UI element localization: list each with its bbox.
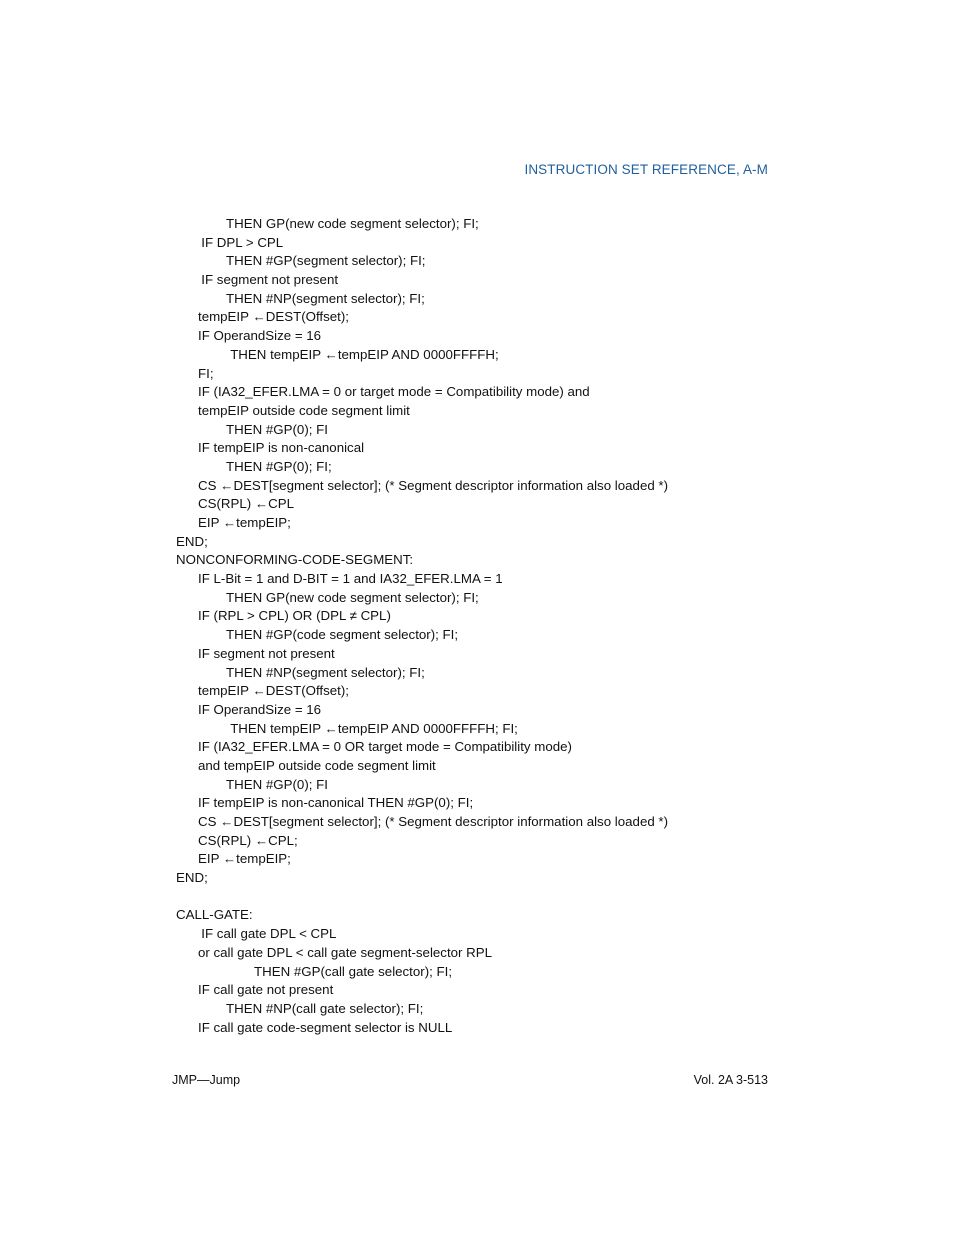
running-header: INSTRUCTION SET REFERENCE, A-M (524, 162, 768, 177)
code-line (0, 888, 954, 907)
code-line: THEN #GP(call gate selector); FI; (254, 963, 453, 979)
code-line: IF call gate code-segment selector is NULL (198, 1019, 453, 1035)
code-line: THEN #GP(0); FI (226, 421, 328, 437)
code-line: IF OperandSize = 16 (198, 701, 322, 717)
code-line: or call gate DPL < call gate segment-selector RPL (198, 944, 493, 960)
code-line: THEN GP(new code segment selector); FI; (226, 589, 479, 605)
code-line: IF call gate DPL < CPL (201, 926, 337, 942)
code-line: IF OperandSize = 16 (198, 328, 322, 344)
code-line: THEN #NP(call gate selector); FI; (226, 1000, 424, 1016)
code-line: THEN #GP(segment selector); FI; (226, 253, 426, 269)
code-line: NONCONFORMING-CODE-SEGMENT: (176, 552, 414, 568)
code-line: THEN tempEIP ←tempEIP AND 0000FFFFH; FI; (230, 720, 518, 736)
code-line: IF L-Bit = 1 and D-BIT = 1 and IA32_EFER.LMA = 1 (198, 571, 503, 587)
code-line: CALL-GATE: (176, 907, 253, 923)
code-line: THEN tempEIP ←tempEIP AND 0000FFFFH; (230, 346, 499, 362)
code-line: IF tempEIP is non-canonical THEN #GP(0); FI; (198, 795, 474, 811)
code-line: EIP ←tempEIP; (198, 515, 291, 530)
code-line: THEN #GP(0); FI (226, 776, 328, 792)
code-line: tempEIP outside code segment limit (198, 402, 410, 418)
code-line: IF (RPL > CPL) OR (DPL ≠ CPL) (198, 608, 391, 624)
code-line: END; (176, 533, 208, 549)
code-line: THEN GP(new code segment selector); FI; (226, 216, 479, 231)
code-line: IF (IA32_EFER.LMA = 0 or target mode = Compatibility mode) and (198, 384, 590, 400)
code-line: IF tempEIP is non-canonical (198, 440, 365, 456)
code-line: THEN #GP(0); FI; (226, 458, 332, 474)
code-line: IF (IA32_EFER.LMA = 0 OR target mode = Compatibility mode) (198, 739, 572, 755)
code-line: THEN #NP(segment selector); FI; (226, 664, 425, 680)
code-line: IF segment not present (198, 645, 335, 661)
code-line: CS ←DEST[segment selector]; (* Segment descriptor information also loaded *) (198, 477, 669, 493)
pseudocode-block (0, 215, 954, 1037)
footer-instruction-name: JMP—Jump (172, 1073, 241, 1087)
code-line: CS ←DEST[segment selector]; (* Segment descriptor information also loaded *) (198, 814, 669, 829)
code-line: CS(RPL) ←CPL; (198, 832, 298, 848)
code-line: THEN #GP(code segment selector); FI; (226, 627, 459, 643)
code-line: EIP ←tempEIP; (198, 851, 291, 867)
code-line: THEN #NP(segment selector); FI; (226, 290, 425, 306)
code-line: IF segment not present (201, 272, 339, 288)
footer-page-number: Vol. 2A 3-513 (693, 1073, 768, 1087)
code-line: tempEIP ←DEST(Offset); (198, 309, 349, 325)
code-line: IF call gate not present (198, 982, 334, 998)
code-line: CS(RPL) ←CPL (198, 496, 295, 512)
code-line: and tempEIP outside code segment limit (198, 757, 436, 773)
code-line: END; (176, 870, 208, 886)
code-line: IF DPL > CPL (201, 234, 284, 250)
code-line: FI; (198, 365, 214, 381)
code-line: tempEIP ←DEST(Offset); (198, 683, 349, 699)
